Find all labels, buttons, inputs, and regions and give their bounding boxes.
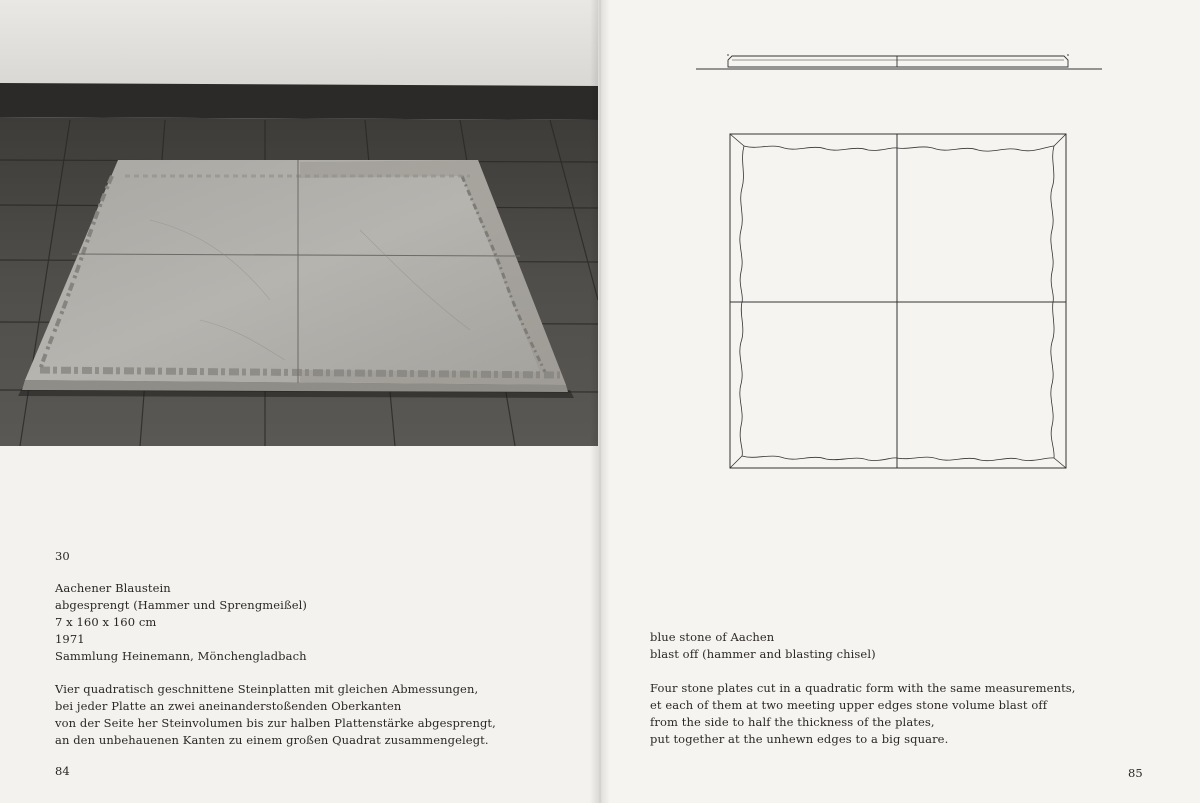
left-page	[0, 0, 598, 803]
description-line-en: from the side to half the thickness of the plates,	[650, 715, 935, 729]
catalog-number: 30	[55, 549, 70, 563]
description-line-de: bei jeder Platte an zwei aneinanderstoßenden Oberkanten	[55, 699, 402, 713]
description-line-de: von der Seite her Steinvolumen bis zur halben Plattenstärke abgesprengt,	[55, 716, 496, 730]
description-line-en: et each of them at two meeting upper edges stone volume blast off	[650, 698, 1048, 712]
side-elevation-drawing	[696, 54, 1102, 69]
description-line-de: an den unbehauenen Kanten zu einem großen Quadrat zusammengelegt.	[55, 733, 489, 747]
artwork-title-en: blue stone of Aachen	[650, 630, 775, 644]
plan-view-drawing	[730, 134, 1066, 468]
right-page	[598, 0, 1200, 803]
page-number-left: 84	[55, 764, 70, 778]
artwork-title-de: Aachener Blaustein	[55, 581, 171, 595]
artwork-technique-de: abgesprengt (Hammer und Sprengmeißel)	[55, 598, 308, 612]
artwork-collection: Sammlung Heinemann, Mönchengladbach	[55, 649, 307, 663]
artwork-year: 1971	[55, 632, 85, 646]
description-line-en: Four stone plates cut in a quadratic form with the same measurements,	[650, 681, 1076, 695]
page-number-right: 85	[1128, 766, 1143, 780]
artwork-technique-en: blast off (hammer and blasting chisel)	[650, 647, 876, 661]
artwork-photograph	[0, 0, 598, 446]
artwork-dimensions: 7 x 160 x 160 cm	[55, 615, 157, 629]
description-line-en: put together at the unhewn edges to a big square.	[650, 732, 949, 746]
description-line-de: Vier quadratisch geschnittene Steinplatten mit gleichen Abmessungen,	[55, 682, 479, 696]
